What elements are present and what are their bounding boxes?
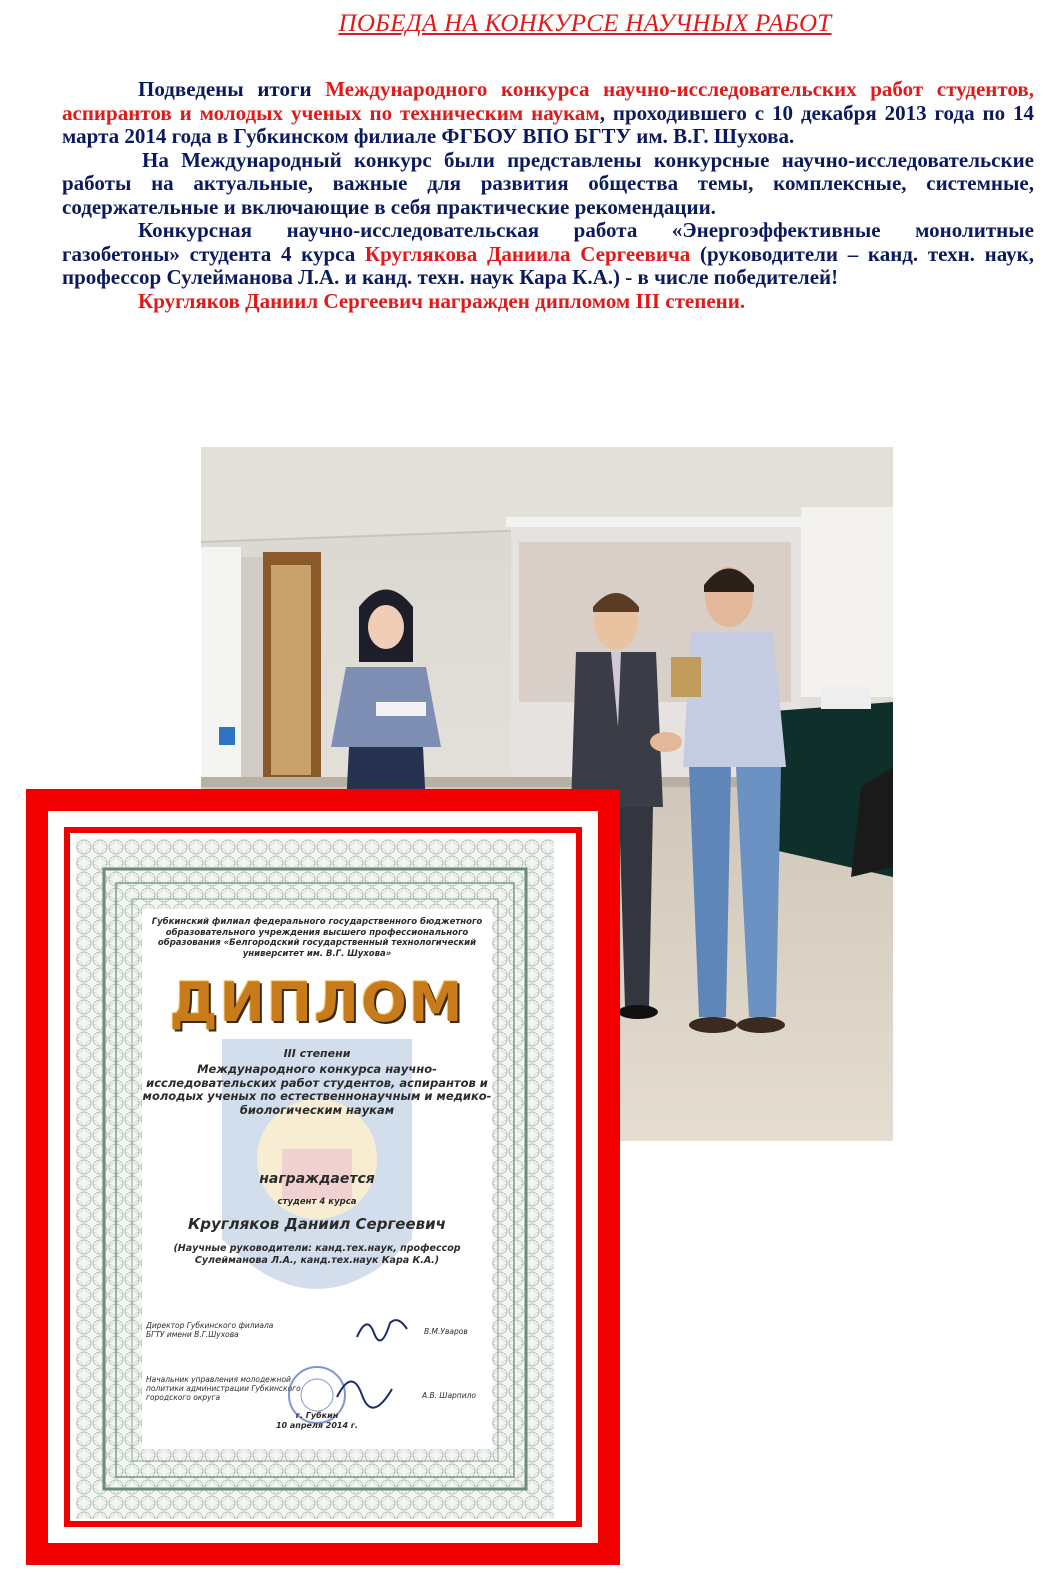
p1-text-a: Подведены итоги <box>138 77 326 101</box>
signatory-1-title: Директор Губкинского филиала БГТУ имени В.Г.Шухова <box>146 1321 274 1339</box>
student-name: Круглякова Даниила Сергеевича <box>364 241 691 266</box>
diploma-recipient-name: Кругляков Даниил Сергеевич <box>188 1215 446 1233</box>
diploma-degree: III степени <box>283 1047 351 1060</box>
p3-text-b: (руководители – канд. техн. наук, профессор Сулейманова Л.А. и канд. техн. наук Кара К.А.) - в числе победителей! <box>62 241 1034 289</box>
signatory-2-title: Начальник управления молодежной политики администрации Губкинского городского округа <box>146 1375 301 1402</box>
diploma-awarded: награждается <box>259 1171 375 1187</box>
diploma-frame <box>26 789 620 1565</box>
signatory-2-name: А.В. Шарпило <box>422 1391 476 1400</box>
paragraph-award: Кругляков Даниил Сергеевич награжден дипломом III степени. <box>138 288 746 313</box>
article-body <box>62 78 1034 313</box>
diploma-header: Губкинский филиал федерального государственного бюджетного образовательного учреждения высшего профессионального образования «Белгородский государственный технологический университет им. В.Г. Шухова» <box>151 917 483 959</box>
diploma-place: г. Губкин <box>295 1411 339 1420</box>
diploma-supervisors: (Научные руководители: канд.тех.наук, профессор Сулейманова Л.А., канд.тех.наук Кара К.А.) <box>173 1243 461 1266</box>
paragraph-winner <box>62 219 1034 290</box>
diploma-place-date <box>142 1411 492 1431</box>
p1-text-b: , проходившего с 10 декабря 2013 года по 14 марта 2014 года в Губкинском филиале ФГБОУ ВПО БГТУ им. В.Г. Шухова. <box>62 100 1034 148</box>
signature-1 <box>352 1309 412 1345</box>
diploma-student-course: студент 4 курса <box>277 1197 357 1207</box>
signatory-1-name: В.М.Уваров <box>424 1327 468 1336</box>
diploma-contest: Международного конкурса научно-исследовательских работ студентов, аспирантов и молодых ученых по естественнонаучным и медико-биологическим наукам <box>142 1062 492 1117</box>
contest-name: Международного конкурса научно-исследовательских работ студентов, аспирантов и молодых ученых по техническим наукам <box>62 77 1034 125</box>
p3-text-a: Конкурсная научно-исследовательская работа «Энергоэффективные монолитные газобетоны» студента 4 курса <box>62 218 1034 266</box>
diploma-date: 10 апреля 2014 г. <box>275 1421 359 1430</box>
diploma-title: ДИПЛОМ <box>169 971 465 1034</box>
paragraph-results <box>62 78 1034 149</box>
diploma-content <box>142 909 492 1449</box>
paragraph-works: На Международный конкурс были представлены конкурсные научно-исследовательские работы на актуальные, важные для развития общества темы, комплексные, системные, содержательные и включающие в себя практические рекомендации. <box>62 147 1034 219</box>
diploma <box>76 839 554 1519</box>
article-title: ПОБЕДА НА КОНКУРСЕ НАУЧНЫХ РАБОТ <box>338 10 832 37</box>
